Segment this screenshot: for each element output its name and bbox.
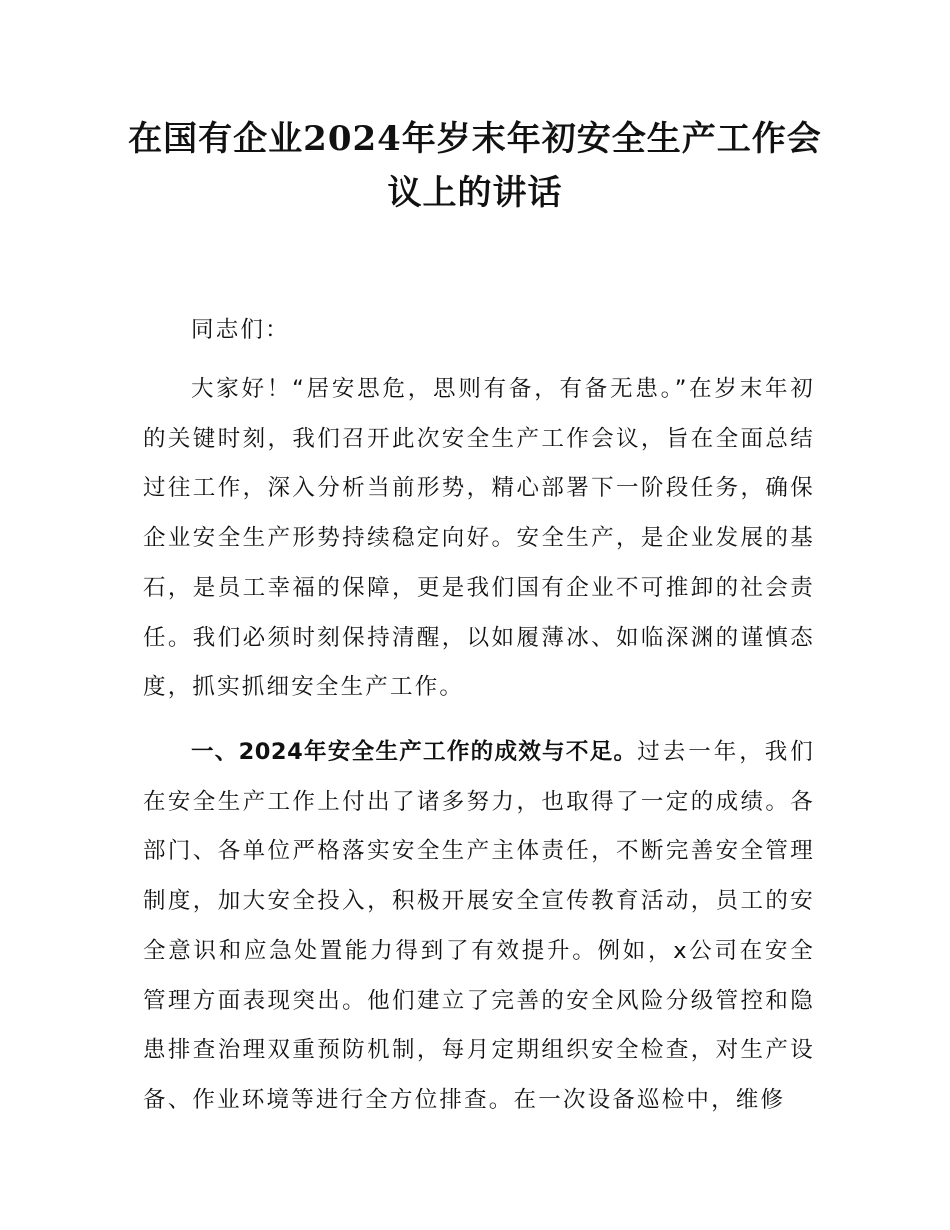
salutation: 同志们：: [191, 317, 290, 343]
paragraph-opening: 大家好！“居安思危，思则有备，有备无患。”在岁末年初的关键时刻，我们召开此次安全生产工作会议，旨在全面总结过往工作，深入分析当前形势，精心部署下一阶段任务，确保企业安全生产形势持续稳定向好。安全生产，是企业发展的基石，是员工幸福的保障，更是我们国有企业不可推卸的社会责任。我们必须时刻保持清醒，以如履薄冰、如临深渊的谨慎态度，抓实抓细安全生产工作。: [143, 376, 815, 701]
section-1-text: 过去一年，我们在安全生产工作上付出了诸多努力，也取得了一定的成绩。各部门、各单位严格落实安全生产主体责任，不断完善安全管理制度，加大安全投入，积极开展安全宣传教育活动，员工的安全意识和应急处置能力得到了有效提升。例如，x公司在安全管理方面表现突出。他们建立了完善的安全风险分级管控和隐患排查治理双重预防机制，每月定期组织安全检查，对生产设备、作业环境等进行全方位排查。在一次设备巡检中，维修: [143, 739, 815, 1113]
document-title: 在国有企业2024年岁末年初安全生产工作会议上的讲话: [128, 119, 822, 213]
paragraph-section-1: [143, 728, 815, 1126]
section-1-heading: 一、2024年安全生产工作的成效与不足。: [191, 739, 638, 765]
